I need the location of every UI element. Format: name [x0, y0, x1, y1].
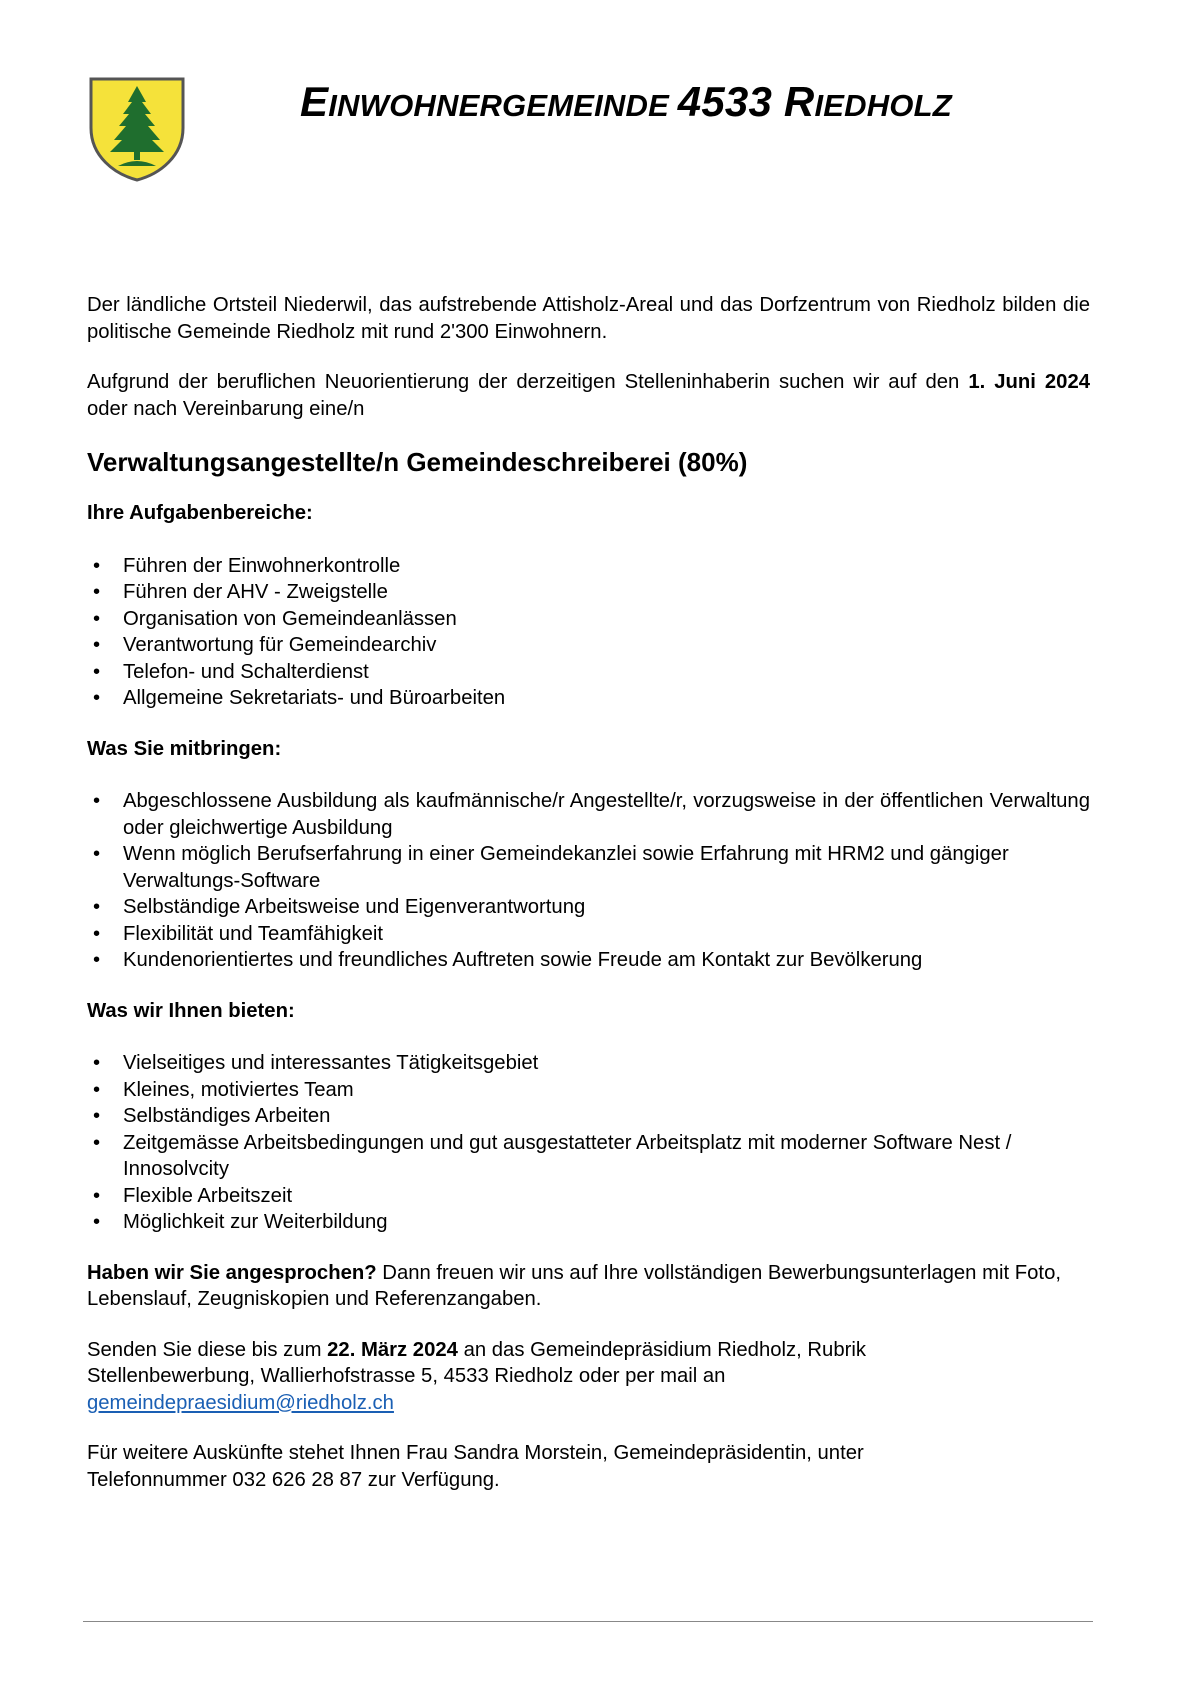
bullet-icon: • — [93, 1211, 101, 1233]
title-part: E — [300, 78, 329, 125]
title-part: IEDHOLZ — [814, 88, 952, 123]
list-item — [87, 579, 1090, 606]
bullet-icon: • — [93, 896, 101, 918]
list-item — [87, 553, 1090, 580]
list-item-text: Flexible Arbeitszeit — [123, 1184, 293, 1207]
list-item — [87, 1077, 1090, 1104]
list-item — [87, 1183, 1090, 1210]
list-item-text: Kundenorientiertes und freundliches Auftreten sowie Freude am Kontakt zur Bevölkerung — [123, 949, 923, 971]
list-item-text: Kleines, motiviertes Team — [123, 1078, 354, 1101]
send-text: an das Gemeindepräsidium Riedholz, Rubrik — [457, 1338, 867, 1361]
send-paragraph — [87, 1337, 1090, 1417]
list-item-text: Zeitgemässe Arbeitsbedingungen und gut ausgestatteter Arbeitsplatz mit moderner Software Nest / Innosolvcity — [123, 1131, 1012, 1180]
requirements-list — [87, 788, 1090, 974]
list-item-text: Abgeschlossene Ausbildung als kaufmännische/r Angestellte/r, vorzugsweise in der öffentlichen Verwaltung oder gleichwertige Ausbildung — [123, 790, 1090, 839]
contact-paragraph — [87, 1440, 1090, 1493]
bullet-icon: • — [93, 790, 101, 812]
list-item-text: Telefon- und Schalterdienst — [123, 660, 369, 683]
list-item — [87, 606, 1090, 633]
list-item — [87, 1050, 1090, 1077]
list-item-text: Wenn möglich Berufserfahrung in einer Gemeindekanzlei sowie Erfahrung mit HRM2 und gängiger Verwaltungs-Software — [123, 843, 1009, 892]
list-item — [87, 921, 1090, 948]
bullet-icon: • — [93, 949, 101, 971]
bullet-icon: • — [93, 1105, 101, 1127]
bullet-icon: • — [93, 687, 101, 709]
list-item-text: Flexibilität und Teamfähigkeit — [123, 922, 384, 945]
send-text: Senden Sie diese bis zum — [87, 1338, 328, 1361]
list-item — [87, 894, 1090, 921]
offer-list — [87, 1050, 1090, 1236]
bullet-icon: • — [93, 1184, 101, 1207]
list-item — [87, 788, 1090, 841]
requirements-heading: Was Sie mitbringen: — [87, 737, 282, 760]
list-item-text: Möglichkeit zur Weiterbildung — [123, 1211, 388, 1233]
contact-text: Telefonnummer 032 626 28 87 zur Verfügung. — [87, 1468, 500, 1491]
apply-text: Dann freuen wir uns auf Ihre vollständigen Bewerbungsunterlagen mit Foto, Lebenslauf, Zeugniskopien und Referenzangaben. — [87, 1261, 1061, 1310]
list-item-text: Allgemeine Sekretariats- und Büroarbeiten — [123, 687, 506, 709]
bullet-icon: • — [93, 1078, 101, 1101]
footer-divider — [83, 1621, 1093, 1622]
title-part: INWOHNERGEMEINDE — [328, 88, 678, 123]
email-link[interactable]: gemeindepraesidium@riedholz.ch — [87, 1391, 394, 1414]
list-item — [87, 947, 1090, 974]
fir-tree-crest-icon — [88, 76, 186, 182]
bullet-icon: • — [93, 660, 101, 683]
bullet-icon: • — [93, 1052, 101, 1074]
intro-text: oder nach Vereinbarung eine/n — [87, 397, 365, 420]
list-item-text: Führen der Einwohnerkontrolle — [123, 554, 401, 577]
bullet-icon: • — [93, 581, 101, 603]
title-part: R — [783, 78, 815, 125]
document-body — [87, 292, 1090, 1493]
deadline-date: 22. März 2024 — [327, 1338, 458, 1361]
tasks-heading: Ihre Aufgabenbereiche: — [87, 502, 313, 524]
bullet-icon: • — [93, 634, 101, 656]
list-item — [87, 659, 1090, 686]
list-item — [87, 685, 1090, 712]
start-date: 1. Juni 2024 — [968, 371, 1091, 393]
apply-question: Haben wir Sie angesprochen? — [87, 1261, 377, 1284]
bullet-icon: • — [93, 922, 101, 945]
contact-text: Für weitere Auskünfte stehet Ihnen Frau Sandra Morstein, Gemeindepräsidentin, unter — [87, 1442, 864, 1464]
list-item-text: Organisation von Gemeindeanlässen — [123, 607, 457, 630]
page-title — [300, 78, 1100, 126]
list-item — [87, 632, 1090, 659]
list-item-text: Selbständige Arbeitsweise und Eigenverantwortung — [123, 896, 586, 918]
bullet-icon: • — [93, 1131, 101, 1154]
list-item — [87, 1103, 1090, 1130]
tasks-list — [87, 553, 1090, 712]
list-item — [87, 1130, 1090, 1183]
job-title: Verwaltungsangestellte/n Gemeindeschreiberei (80%) — [87, 447, 748, 477]
list-item — [87, 841, 1090, 894]
title-part: 4533 — [677, 78, 784, 125]
list-item-text: Selbständiges Arbeiten — [123, 1105, 331, 1127]
offer-heading: Was wir Ihnen bieten: — [87, 999, 295, 1022]
send-text: Stellenbewerbung, Wallierhofstrasse 5, 4533 Riedholz oder per mail an — [87, 1365, 726, 1387]
list-item-text: Verantwortung für Gemeindearchiv — [123, 634, 437, 656]
intro-paragraph: Der ländliche Ortsteil Niederwil, das aufstrebende Attisholz-Areal und das Dorfzentrum von Riedholz bilden die politische Gemeinde Riedholz mit rund 2'300 Einwohnern. — [87, 294, 1090, 343]
list-item-text: Vielseitiges und interessantes Tätigkeitsgebiet — [123, 1052, 539, 1074]
bullet-icon: • — [93, 843, 101, 865]
intro-start-date-paragraph — [87, 369, 1090, 422]
apply-paragraph — [87, 1260, 1090, 1313]
bullet-icon: • — [93, 554, 101, 577]
intro-text: Aufgrund der beruflichen Neuorientierung der derzeitigen Stelleninhaberin suchen wir auf den — [87, 371, 969, 393]
bullet-icon: • — [93, 607, 101, 630]
list-item-text: Führen der AHV - Zweigstelle — [123, 581, 388, 603]
list-item — [87, 1209, 1090, 1236]
